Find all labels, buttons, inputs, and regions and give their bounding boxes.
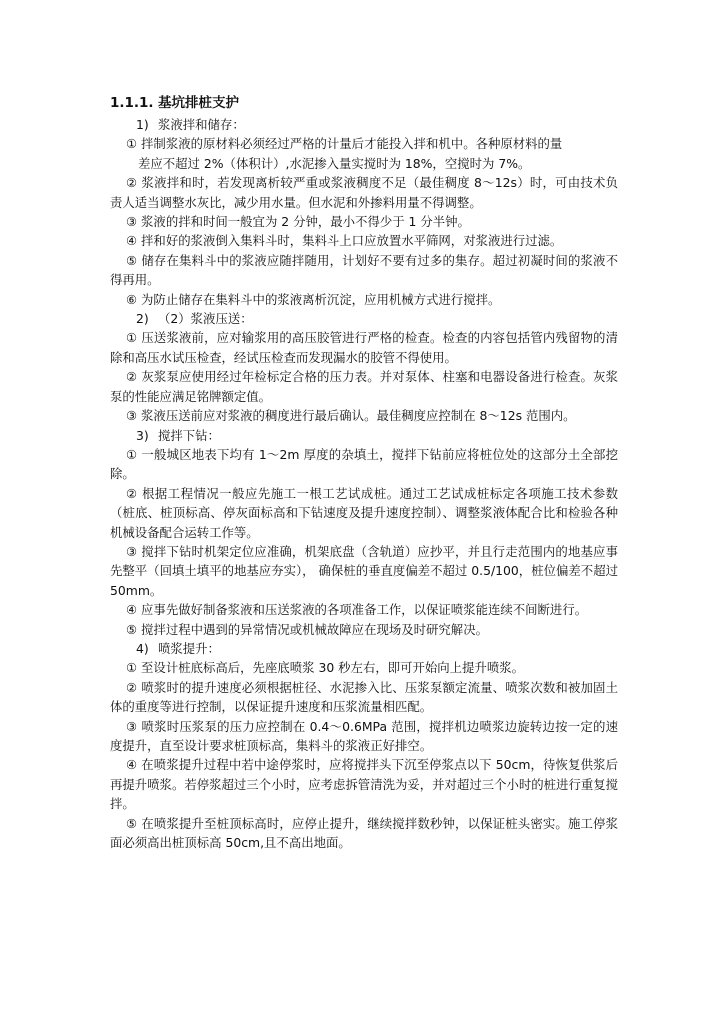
paragraph: ① 拌制浆液的原材料必须经过严格的计量后才能投入拌和机中。各种原材料的量 [126, 136, 563, 152]
paragraph: 差应不超过 2%（体积计）,水泥掺入量实搅时为 18%，空搅时为 7%。 [138, 155, 531, 171]
paragraph: ③ 搅拌下钻时机架定位应准确，机架底盘（含轨道）应抄平，并且行走范围内的地基应事先整平（回填土填平的地基应夯实）， 确保桩的垂直度偏差不超过 0.5/100，桩位偏差不超过 50mm。 [110, 543, 618, 598]
subsection-heading [110, 639, 618, 658]
subsection-title: 喷浆提升： [158, 640, 220, 656]
section-title: 基坑排桩支护 [158, 95, 239, 111]
subsection-heading [110, 115, 618, 134]
paragraph: ⑥ 为防止储存在集料斗中的浆液离析沉淀，应用机械方式进行搅拌。 [126, 291, 501, 307]
section-number: 1.1.1. [110, 95, 154, 111]
subsection-number: 1) [136, 117, 149, 132]
paragraph: ③ 浆液的拌和时间一般宜为 2 分钟，最小不得少于 1 分半钟。 [126, 214, 470, 230]
subsection-heading [110, 426, 618, 445]
paragraph: ⑤ 储存在集料斗中的浆液应随拌随用，计划好不要有过多的集存。超过初凝时间的浆液不得再用。 [110, 252, 618, 288]
paragraph: ② 喷浆时的提升速度必须根据桩径、水泥掺入比、压浆泵额定流量、喷浆次数和被加固土体的重度等进行控制，以保证提升速度和压浆流量相匹配。 [110, 679, 618, 715]
subsection-number: 3) [136, 427, 149, 443]
paragraph: ⑤ 在喷浆提升至桩顶标高时，应停止提升，继续搅拌数秒钟，以保证桩头密实。施工停浆面必须高出桩顶标高 50cm,且不高出地面。 [110, 815, 618, 851]
paragraph: ⑤ 搅拌过程中遇到的异常情况或机械故障应在现场及时研究解决。 [126, 621, 488, 637]
subsection-number: 4) [136, 640, 149, 656]
subsection-heading [110, 309, 618, 328]
paragraph: ① 至设计桩底标高后，先座底喷浆 30 秒左右，即可开始向上提升喷浆。 [126, 660, 525, 676]
paragraph: ① 一般城区地表下均有 1～2m 厚度的杂填土，搅拌下钻前应将桩位处的这部分土全部挖除。 [110, 446, 618, 482]
document-page [110, 94, 618, 852]
paragraph: ① 压送浆液前，应对输浆用的高压胶管进行严格的检查。检查的内容包括管内残留物的清除和高压水试压检查，经试压检查而发现漏水的胶管不得使用。 [110, 330, 618, 365]
subsection-number: 2) [136, 311, 149, 327]
document-body [110, 115, 618, 852]
subsection-title: 搅拌下钻： [158, 427, 220, 443]
subsection-title: 浆液拌和储存： [158, 117, 245, 132]
paragraph: ③ 喷浆时压浆泵的压力应控制在 0.4～0.6MPa 范围，搅拌机边喷浆边旋转边按一定的速度提升，直至设计要求桩顶标高，集料斗的浆液正好排空。 [110, 718, 618, 753]
paragraph: ④ 拌和好的浆液倒入集料斗时，集料斗上口应放置水平筛网，对浆液进行过滤。 [126, 233, 563, 249]
paragraph: ④ 在喷浆提升过程中若中途停浆时，应将搅拌头下沉至停浆点以下 50cm，待恢复供浆后再提升喷浆。若停浆超过三个小时，应考虑拆管清洗为妥，并对超过三个小时的桩进行重复搅拌。 [110, 757, 619, 812]
paragraph: ② 灰浆泵应使用经过年检标定合格的压力表。并对泵体、柱塞和电器设备进行检查。灰浆泵的性能应满足铭牌额定值。 [110, 369, 618, 404]
paragraph: ③ 浆液压送前应对浆液的稠度进行最后确认。最佳稠度应控制在 8～12s 范围内。 [126, 408, 576, 424]
paragraph: ② 浆液拌和时，若发现离析较严重或浆液稠度不足（最佳稠度 8～12s）时，可由技术负责人适当调整水灰比，减少用水量。但水泥和外掺料用量不得调整。 [110, 175, 618, 210]
paragraph: ④ 应事先做好制备浆液和压送浆液的各项准备工作，以保证喷浆能连续不间断进行。 [126, 602, 588, 618]
section-heading [110, 94, 618, 113]
paragraph: ② 根据工程情况一般应先施工一根工艺试成桩。通过工艺试成桩标定各项施工技术参数（桩底、桩顶标高、停灰面标高和下钻速度及提升速度控制）、调整浆液体配合比和检验各种机械设备配合运转工作等。 [110, 485, 618, 540]
subsection-title: （2）浆液压送： [158, 311, 253, 327]
